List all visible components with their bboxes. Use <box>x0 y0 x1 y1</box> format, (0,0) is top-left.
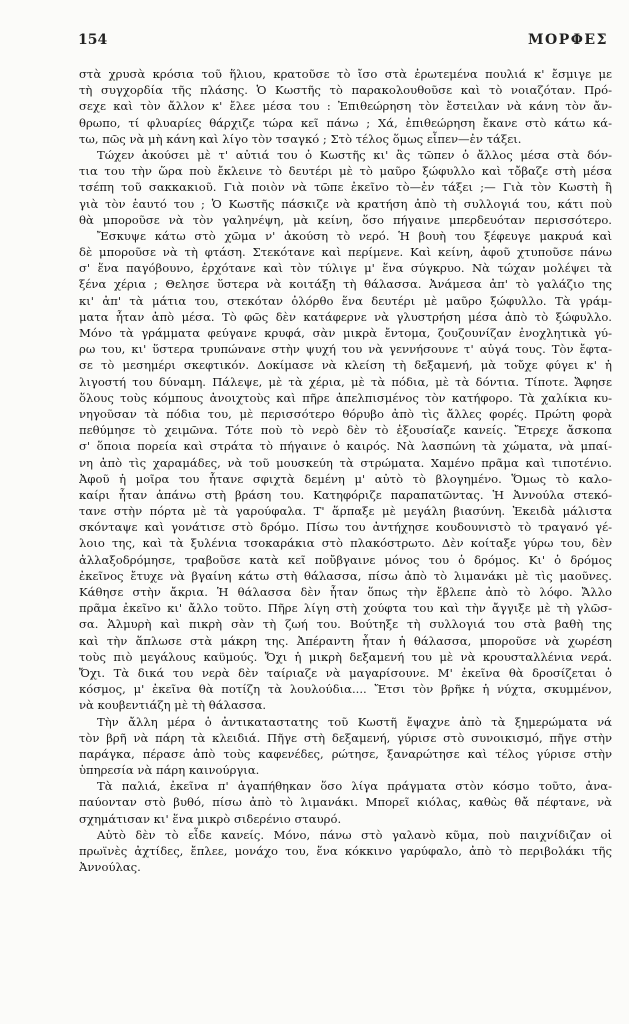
text-line: γιὰ τὸν ἑαυτό του ; Ὁ Κωστῆς πάσκιζε νὰ κρατήση ἀπὸ τὴ συλλογιά του, κάτι ποὺ <box>79 196 612 211</box>
text-line: σα. Ἁλμυρὴ καὶ πικρὴ σὰν τὴ ζωή του. Βούτηξε τὴ συλλογιά του στὰ βαθὴ της <box>79 617 612 632</box>
text-line: Τὴν ἄλλη μέρα ὁ ἀντικαταστατης τοῦ Κωστῆ ἔψαχνε ἀπὸ τὰ ξημερώματα νά <box>97 714 612 729</box>
text-line: ἀλλαξοδρόμησε, τραβοῦσε κατὰ κεῖ ποὔβγαινε μόνος του ὁ δρόμος. Κι' ὁ δρόμος <box>79 552 612 567</box>
text-line: παύονταν στὸ βυθό, πίσω ἀπὸ τὸ λιμανάκι. Μπορεῖ κιόλας, καθὼς θἄ πέφτανε, νὰ <box>79 795 612 810</box>
text-line: ἐκεῖνος ἔτυχε νὰ βγαίνη κάτω στὴ θάλασσα, πίσω ἀπὸ τὸ λιμανάκι μὲ τὶς μαοῦνες. <box>79 568 612 583</box>
page-header <box>72 32 612 54</box>
text-line: ξένα χέρια ; Θελησε ὕστερα νὰ κοιτάξη τὴ θάλασσα. Ἀνάμεσα ἀπ' τὸ γαλάζιο της <box>79 277 612 292</box>
text-line: κι' ἀπ' τὰ μάτια του, στεκόταν ὀλόρθο ἕνα δευτέρι μὲ μαῦρο ξώφυλλο. Τὰ γράμ- <box>79 293 612 308</box>
text-line: Τώχεν ἀκούσει μὲ τ' αὐτιά του ὁ Κωστῆς κι' ἂς τῶπεν ὁ ἄλλος μέσα στὰ δόν- <box>97 147 612 162</box>
text-line: σε τὸ μεσημέρι σκεφτικόν. Δοκίμασε νὰ κλείση τὴ δεξαμενή, μὰ τοὔχε φύγει κ' ἡ <box>79 358 612 373</box>
text-line: σ' ὅποια πορεία καὶ στράτα τὸ πήγαινε ὁ καιρός. Νὰ λασπώνη τὰ χώματα, νὰ μπαί- <box>79 439 612 454</box>
text-line: πρᾶμα ἐκεῖνο κι' ἄλλο τοῦτο. Πῆρε λίγη στὴ χούφτα του καὶ τὴν ἄγγιξε μὲ τὴ γλῶσ- <box>79 601 612 616</box>
text-line: Αὐτὸ δὲν τὸ εἶδε κανείς. Μόνο, πάνω στὸ γαλανὸ κῦμα, ποὺ παιχνίδιζαν οἱ <box>97 827 612 842</box>
text-line: σχημάτισαν κι' ἕνα μικρὸ σιδερένιο σταυρό. <box>79 811 342 826</box>
text-line: παράγκα, πέρασε ἀπὸ τοὺς καφενέδες, ρώτησε, ξαναρώτησε καὶ τέλος γύρισε στὴν <box>79 746 612 761</box>
text-line: θρωπο, τί φλυαρίες θάρχιζε τώρα κεῖ πάνω ; Χά, ἐπιθεώρηση ἔκανε στὸ κάτω κά- <box>79 115 612 130</box>
text-line: τω, πῶς νὰ μὴ κάνη καὶ λίγο τὸν τσαγκό ; Στὸ τέλος ὅμως εἶπεν—ἐν τάξει. <box>79 131 522 146</box>
text-line: θὰ μποροῦσε νὰ τὸν γαληνέψη, μὰ κείνη, ὅσο πήγαινε μπερδευόταν περισσότερο. <box>79 212 612 227</box>
text-line: κόσμος, μ' ἐκεῖνα θὰ ποτίζη τὰ λουλούδια.... Ἔτσι τὸν βρῆκε ἡ νύχτα, σκυμμένον, <box>79 682 612 697</box>
running-title: ΜΟΡΦΕΣ <box>528 32 608 48</box>
text-line: Μόνο τὰ γράμματα φεύγανε κρυφά, σὰν μικρὰ ἔντομα, ζουζουνίζαν ἐνοχλητικὰ γύ- <box>79 326 612 340</box>
text-line: Ἀννούλας. <box>79 860 141 875</box>
text-line: τανε στὴν πόρτα μὲ τὰ γαρούφαλα. Τ' ἅρπαξε μὲ μεγάλη βιασύνη. Ἐκειδὰ μάλιστα <box>79 504 612 519</box>
text-line: νηγοῦσαν τὰ πόδια του, μὲ περισσότερο θόρυβο ἀπὸ τὶς ἄλλες φορές. Πρώτη φορὰ <box>79 406 612 421</box>
text-line: ματα ἦταν ἀπὸ μέσα. Τὸ φῶς δὲν κατάφερνε νὰ γλυστρήση μέσα ἀπὸ τὸ ξώφυλλο. <box>79 309 612 324</box>
text-line: Τὰ παλιά, ἐκεῖνα π' ἀγαπήθηκαν ὅσο λίγα πράγματα στὸν κόσμο τοῦτο, ἀνα- <box>97 779 612 794</box>
text-line: πρωϊνὲς ἀχτίδες, ἔπλεε, μονάχο του, ἕνα κόκκινο γαρύφαλο, ἀπὸ τὸ περιβολάκι τῆς <box>79 844 612 858</box>
text-line: Ἀφοῦ ἡ μοῖρα του ἦτανε σφιχτὰ δεμένη μ' αὐτὸ τὸ βλογημένο. Ὅμως τὸ καλο- <box>79 471 612 486</box>
text-line: καίρι ἦταν ἀπάνω στὴ βράση του. Κατηφόριζε παραπατῶντας. Ἡ Ἀννούλα στεκό- <box>79 487 612 502</box>
text-line: δὲ μποροῦσε νὰ τὴ φτάση. Στεκότανε καὶ περίμενε. Καὶ κείνη, ἀφοῦ χτυποῦσε πάνω <box>79 245 612 260</box>
text-line: λιγοστή του δύναμη. Πάλεψε, μὲ τὰ χέρια, μὲ τὰ πόδια, μὲ τὰ δόντια. Τίποτε. Ἄφησε <box>79 374 612 389</box>
text-line: σκόνταψε καὶ γονάτισε στὸ δρόμο. Πίσω του ἀντήχησε κουδουνιστὸ τὸ τραγανό γέ- <box>79 520 612 535</box>
text-line: σεχε καὶ τὸν ἄλλον κ' ἔλεε μέσα του : Ἐπιθεώρηση τὸν ἔστειλαν νὰ κάνη τὸν ἄν- <box>79 99 612 114</box>
text-line: Κάθησε στὴν ἄκρια. Ἡ θάλασσα δὲν ἦταν ὅπως τὴν ἔβλεπε ἀπὸ τὸ λόφο. Ἄλλο <box>79 585 612 599</box>
text-line: στὰ χρυσὰ κρόσια τοῦ ἥλιου, κρατοῦσε τὸ ἴσο στὰ ἐρωτεμένα πουλιά κ' ἔσμιγε με <box>79 67 612 81</box>
text-line: νη ἀπὸ τὶς χαραμάδες, νὰ τοῦ μουσκεύη τὰ στρώματα. Χαμένο πρᾶμα καὶ τιποτένιο. <box>79 455 612 470</box>
page-number: 154 <box>78 32 108 48</box>
text-line: λοιο της, καὶ τὰ ξυλένια τσοκαράκια στὸ πλακόστρωτο. Δὲν κοίταξε γύρω του, δὲν <box>79 536 612 551</box>
text-line: σ' ἕνα παγόβουνο, ἐρχότανε καὶ τὸν τύλιγε μ' ἕνα σύγκρυο. Νὰ τώχαν μολέψει τὰ <box>79 261 612 276</box>
text-line: πεθύμησε τὸ χειμῶνα. Τότε ποὺ τὸ νερὸ δὲν τὸ ἐξουσίαζε κανείς. Ἔτρεχε ἄσκοπα <box>79 423 612 438</box>
text-line: τια του τὴν ὥρα ποὺ ἔκλεινε τὸ δευτέρι μὲ τὸ μαῦρο ξώφυλλο καὶ τὄβαζε στὴ μέσα <box>79 164 612 179</box>
text-line: τσέπη τοῦ σακκακιοῦ. Γιὰ ποιὸν νὰ τῶπε ἐκεῖνο τὸ—ἐν τάξει ;— Γιὰ τὸν Κωστὴ ἢ <box>79 180 612 195</box>
text-line: ὅλους τοὺς κόμπους ἀνοιχτοὺς καὶ πῆρε ἀπελπισμένος τὸν κατήφορο. Τὰ χαλίκια κυ- <box>79 390 612 405</box>
text-line: Ὄχι. Τὰ δικά του νερὰ δὲν ταίριαζε νὰ μαγαρίσουνε. Μ' ἐκεῖνα θὰ δροσίζεται ὁ <box>79 665 612 680</box>
text-line: καὶ τὴν ἅπλωσε στὰ μάκρη της. Ἀπέραντη ἦταν ἡ θάλασσα, μποροῦσε νὰ χωρέση <box>79 633 612 648</box>
text-line: τὸν βρῆ νὰ πάρη τὰ κλειδιά. Πῆγε στὴ δεξαμενή, γύρισε στὸ συνοικισμό, πῆγε στὴν <box>79 730 612 745</box>
text-line: νὰ κουβεντιάζη μὲ τὴ θάλασσα. <box>79 698 267 713</box>
text-line: ρω του, κι' ὕστερα τρυπώνανε στὴν ψυχή του νὰ γεννήσουνε τ' αὐγά τους. Τὸν ἔφτα- <box>79 342 612 357</box>
text-line: ὑπηρεσία νὰ πάρη καινούργια. <box>79 763 260 778</box>
text-line: τοὺς πιὸ μεγάλους καϋμούς. Ὄχι ἡ μικρὴ δεξαμενή του μὲ νὰ κρουσταλλένια νερά. <box>79 649 612 664</box>
text-line: τὴ συγχορδία τῆς πλάσης. Ὁ Κωστῆς τὸ παρακολουθοῦσε καὶ τὸ νοιαζόταν. Πρό- <box>79 83 612 98</box>
text-line: Ἔσκυψε κάτω στὸ χῶμα ν' ἀκούση τὸ νερό. Ἡ βουὴ του ξέφευγε μακρυά καὶ <box>97 228 612 243</box>
story-text <box>79 66 612 875</box>
